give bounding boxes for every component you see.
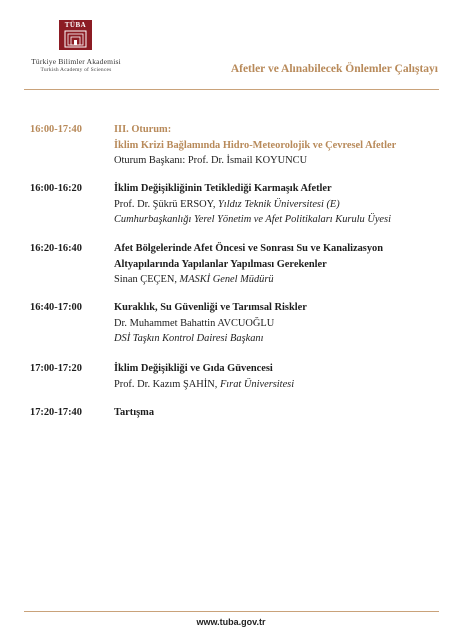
speaker-affiliation: DSİ Taşkın Kontrol Dairesi Başkanı bbox=[114, 333, 264, 344]
agenda-time: 17:00-17:20 bbox=[30, 363, 82, 374]
org-name-en: Turkish Academy of Sciences bbox=[40, 67, 112, 73]
session-time: 16:00-17:40 bbox=[30, 124, 82, 135]
speaker-affiliation: Yıldız Teknik Üniversitesi (E) bbox=[218, 198, 340, 210]
org-name-tr: Türkiye Bilimler Akademisi bbox=[31, 57, 121, 66]
agenda-time: 16:40-17:00 bbox=[30, 302, 82, 313]
talk-title: Kuraklık, Su Güvenliği ve Tarımsal Riskler bbox=[114, 302, 307, 313]
talk-title-line2: Altyapılarında Yapılanlar Yapılması Gerekenler bbox=[114, 258, 327, 270]
header-divider bbox=[24, 89, 439, 90]
session-subtitle: İklim Krizi Bağlamında Hidro-Meteorolojik ve Çevresel Afetler bbox=[114, 139, 397, 151]
speaker-name: Sinan ÇEÇEN, bbox=[114, 274, 177, 285]
event-title: Afetler ve Alınabilecek Önlemler Çalıştayı bbox=[230, 63, 438, 75]
talk-title: Tartışma bbox=[114, 407, 155, 418]
speaker-affiliation-2: Cumhurbaşkanlığı Yerel Yönetim ve Afet Politikaları Kurulu Üyesi bbox=[114, 214, 391, 225]
agenda-time: 16:00-16:20 bbox=[30, 183, 82, 194]
speaker-affiliation: Fırat Üniversitesi bbox=[219, 378, 295, 390]
building-icon bbox=[64, 30, 87, 48]
footer-divider bbox=[24, 611, 439, 612]
speaker-affiliation: MASKİ Genel Müdürü bbox=[179, 274, 274, 285]
session-title: III. Oturum: bbox=[114, 124, 172, 135]
agenda-time: 16:20-16:40 bbox=[30, 243, 82, 254]
logo-text: TÜBA bbox=[64, 21, 87, 29]
speaker-name: Prof. Dr. Kazım ŞAHİN, bbox=[114, 378, 218, 390]
tuba-logo bbox=[59, 20, 92, 50]
talk-title-line1: Afet Bölgelerinde Afet Öncesi ve Sonrası Su ve Kanalizasyon bbox=[114, 243, 383, 254]
speaker-name: Prof. Dr. Şükrü ERSOY, bbox=[114, 198, 216, 210]
talk-title: İklim Değişikliği ve Gıda Güvencesi bbox=[114, 363, 273, 374]
footer-url[interactable]: www.tuba.gov.tr bbox=[196, 617, 266, 627]
speaker-name: Dr. Muhammet Bahattin AVCUOĞLU bbox=[114, 317, 275, 329]
talk-title: İklim Değişikliğinin Tetiklediği Karmaşık Afetler bbox=[114, 183, 332, 194]
agenda-time: 17:20-17:40 bbox=[30, 407, 82, 418]
session-chair: Oturum Başkanı: Prof. Dr. İsmail KOYUNCU bbox=[114, 155, 308, 166]
